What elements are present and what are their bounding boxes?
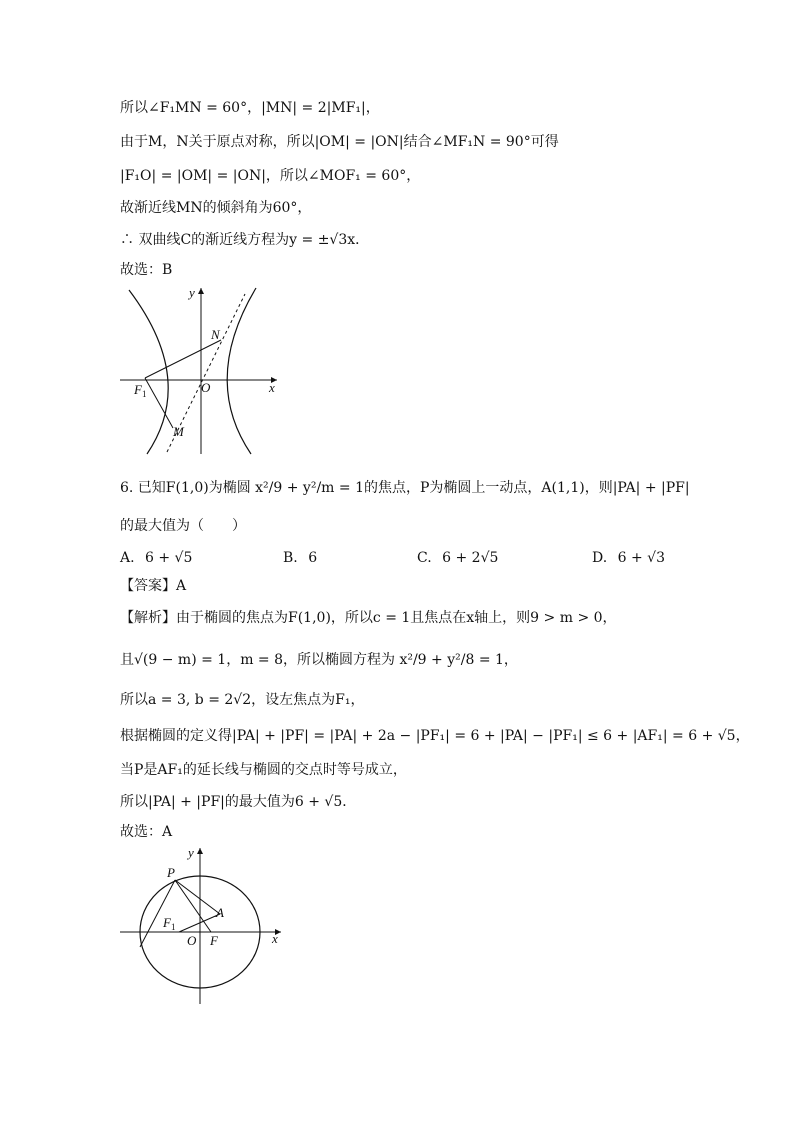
label-F1: F — [134, 382, 142, 397]
segment-F1M — [145, 378, 173, 428]
analysis-line-1: 【解析】由于椭圆的焦点为F(1,0)，所以c = 1且焦点在x轴上，则9 > m > 0， — [120, 610, 617, 626]
option-c-value: 6 + 2√5 — [442, 550, 499, 566]
answer-line: 【答案】A — [120, 578, 187, 594]
hyperbola-figure — [115, 282, 285, 460]
label-y: y — [189, 285, 195, 300]
label-N: N — [211, 327, 220, 342]
analysis-line-7: 故选：A — [120, 824, 173, 840]
label-x: x — [272, 931, 278, 946]
option-b — [283, 548, 317, 568]
analysis-line-6: 所以|PA| + |PF|的最大值为6 + √5． — [120, 794, 357, 810]
label-F1: F — [163, 915, 171, 930]
label-O: O — [201, 380, 211, 395]
option-c-label: C. — [417, 550, 432, 566]
option-a-label: A. — [120, 550, 135, 566]
solution-line-6: 故选：B — [120, 262, 173, 278]
solution-line-2: 由于M，N关于原点对称，所以|OM| = |ON|结合∠MF₁N = 90°可得 — [120, 134, 559, 150]
solution-line-3: |F₁O| = |OM| = |ON|，所以∠MOF₁ = 60°， — [120, 168, 421, 184]
option-c — [417, 548, 498, 568]
label-F1-sub: 1 — [142, 389, 147, 399]
hyperbola-left-branch — [129, 290, 168, 454]
segment-PF1 — [175, 880, 220, 914]
solution-line-1: 所以∠F₁MN = 60°，|MN| = 2|MF₁|， — [120, 100, 380, 116]
option-a-value: 6 + √5 — [145, 550, 193, 566]
solution-line-5: ∴ 双曲线C的渐近线方程为y = ±√3x． — [120, 232, 370, 248]
option-d — [592, 548, 665, 568]
hyperbola-right-branch — [227, 288, 256, 454]
label-A: A — [216, 905, 224, 920]
label-F1-sub: 1 — [171, 922, 176, 932]
analysis-line-5: 当P是AF₁的延长线与椭圆的交点时等号成立， — [120, 762, 407, 778]
option-b-label: B. — [283, 550, 298, 566]
segment-PF — [175, 880, 211, 932]
question-6-stem-cont: 的最大值为（ ） — [120, 518, 246, 534]
label-O: O — [187, 933, 197, 948]
option-a — [120, 548, 192, 568]
option-d-value: 6 + √3 — [617, 550, 666, 566]
option-d-label: D. — [592, 550, 608, 566]
analysis-line-3: 所以a = 3, b = 2√2，设左焦点为F₁， — [120, 692, 365, 708]
analysis-line-4: 根据椭圆的定义得|PA| + |PF| = |PA| + 2a − |PF₁| = 6 + |PA| − |PF₁| ≤ 6 + |AF₁| = 6 + √5， — [120, 728, 750, 744]
label-M: M — [173, 424, 184, 439]
analysis-line-2: 且√(9 − m) = 1，m = 8，所以椭圆方程为 x²/9 + y²/8 = 1， — [120, 652, 518, 668]
label-P: P — [167, 865, 175, 880]
ellipse-figure — [115, 842, 290, 1012]
label-y: y — [188, 845, 194, 860]
question-6-stem: 6. 已知F(1,0)为椭圆 x²/9 + y²/m = 1的焦点，P为椭圆上一动点，A(1,1)，则|PA| + |PF| — [120, 480, 690, 496]
option-b-value: 6 — [308, 550, 318, 566]
segment-PA-extended — [140, 880, 175, 947]
segment-F1N — [145, 340, 221, 378]
solution-line-4: 故渐近线MN的倾斜角为60°， — [120, 200, 312, 216]
label-F: F — [210, 933, 218, 948]
label-x: x — [269, 380, 275, 395]
